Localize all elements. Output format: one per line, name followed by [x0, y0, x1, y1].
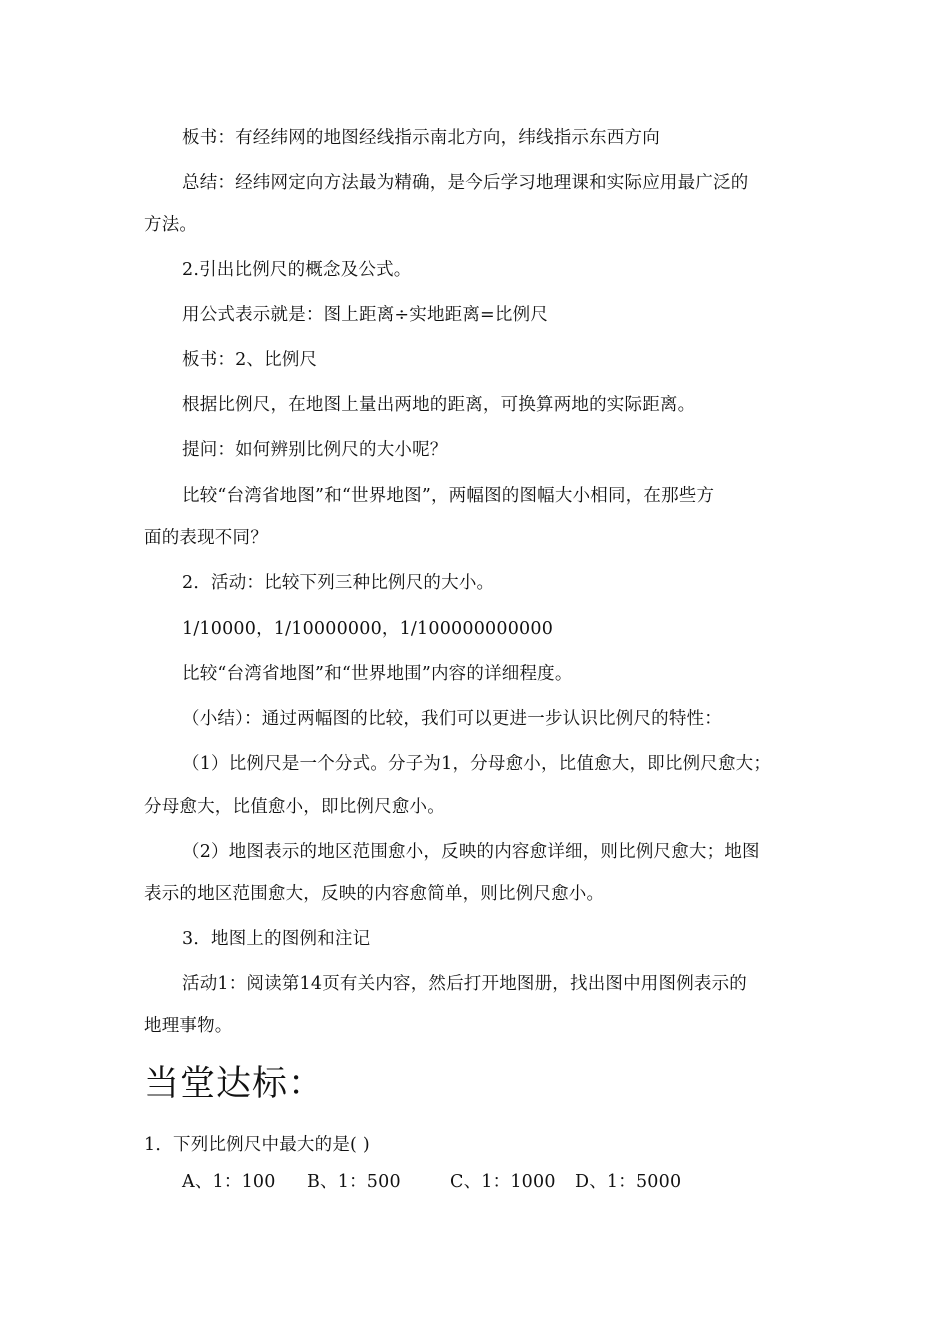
body-line-4: 2.引出比例尺的概念及公式。: [182, 260, 412, 280]
body-line-12: 1/10000，1/10000000，1/100000000000: [182, 619, 554, 639]
body-line-14: （小结）：通过两幅图的比较，我们可以更进一步认识比例尺的特性：: [182, 709, 722, 729]
body-line-20: 活动1：阅读第14页有关内容，然后打开地图册，找出图中用图例表示的: [182, 974, 747, 994]
body-line-9: 比较“台湾省地图”和“世界地图”，两幅图的图幅大小相同，在那些方: [182, 486, 715, 506]
body-line-16: 分母愈大，比值愈小，即比例尺愈小。: [144, 797, 445, 817]
option-d: D、1：5000: [575, 1172, 682, 1192]
body-line-3: 方法。: [144, 215, 198, 235]
body-line-17: （2）地图表示的地区范围愈小，反映的内容愈详细，则比例尺愈大；地图: [182, 842, 760, 862]
body-line-15: （1）比例尺是一个分式。分子为1，分母愈小，比值愈大，即比例尺愈大；: [182, 754, 772, 774]
body-line-2: 总结：经纬网定向方法最为精确，是今后学习地理课和实际应用最广泛的: [182, 173, 749, 193]
body-line-18: 表示的地区范围愈大，反映的内容愈简单，则比例尺愈小。: [144, 884, 605, 904]
body-line-13: 比较“台湾省地图”和“世界地围”内容的详细程度。: [182, 664, 573, 684]
option-a: A、1：100: [182, 1172, 276, 1192]
body-line-11: 2．活动：比较下列三种比例尺的大小。: [182, 573, 495, 593]
body-line-8: 提问：如何辨别比例尺的大小呢？: [182, 440, 448, 460]
section-heading: 当堂达标：: [144, 1064, 325, 1104]
body-line-21: 地理事物。: [144, 1016, 233, 1036]
body-line-19: 3．地图上的图例和注记: [182, 929, 371, 949]
option-b: B、1：500: [307, 1172, 401, 1192]
body-line-6: 板书：2、比例尺: [182, 350, 318, 370]
question-1: 1．下列比例尺中最大的是( ): [144, 1135, 370, 1155]
body-line-10: 面的表现不同？: [144, 528, 268, 548]
body-line-7: 根据比例尺，在地图上量出两地的距离，可换算两地的实际距离。: [182, 395, 696, 415]
option-c: C、1：1000: [450, 1172, 556, 1192]
body-line-5: 用公式表示就是：图上距离÷实地距离=比例尺: [182, 305, 549, 325]
body-line-1: 板书：有经纬网的地图经线指示南北方向，纬线指示东西方向: [182, 128, 660, 148]
